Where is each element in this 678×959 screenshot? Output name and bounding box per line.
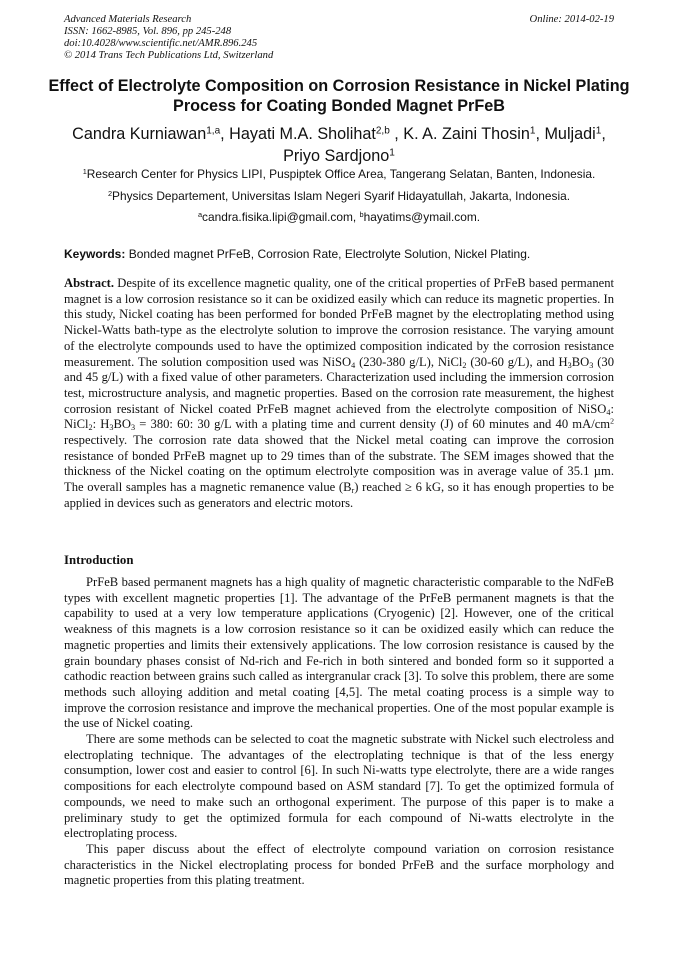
affiliation-text: Physics Departement, Universitas Islam Negeri Syarif Hidayatullah, Jakarta, Indonesia.	[112, 189, 571, 203]
subscript: 2	[88, 423, 93, 433]
email-mark: b	[359, 209, 364, 219]
journal-name: Advanced Materials Research	[64, 14, 192, 25]
intro-paragraph: PrFeB based permanent magnets has a high quality of magnetic characteristic comparable to the NdFeB types with excellent magnetic properties [1]. The advantage of the PrFeB permanent magnets is that the capability to used at a very low temperature applications (Cryogenic) [2]. However, one of the critical weakness of this magnets is a low corrosion resistance so it can be oxidized easily which can reduce the magnetic properties and limits their extensively applications. The low corrosion resistance is caused by the grain boundary phases consist of Nd-rich and Fe-rich in both sintered and bonded form so it supported a cathodic reaction between grains such called as intergranular crack [3]. To solve this problem, there are some methods such alloying addition and metal coating [4,5]. The metal coating process is a simple way to improve the corrosion resistance and improve the mechanical properties. One of the most popular example is the use of Nickel coating.	[64, 575, 614, 731]
author: Priyo Sardjono	[283, 147, 390, 165]
author-affiliation-mark: 1	[529, 125, 536, 137]
subscript: 4	[606, 407, 611, 417]
author: K. A. Zaini Thosin	[403, 125, 530, 143]
subscript: 2	[462, 360, 467, 370]
superscript: 2	[610, 417, 614, 427]
abstract-text: : H	[92, 417, 110, 432]
author: Muljadi	[544, 125, 596, 143]
author-affiliation-mark: 2,b	[375, 125, 390, 137]
abstract-text: ) reached ≥ 6 kG, so it has enough properties to be applied in devices such as generators and electric motors.	[64, 480, 614, 510]
intro-paragraph: This paper discuss about the effect of electrolyte compound variation on corrosion resistance characteristics in the Nickel electroplating process for bonded PrFeB and the surface morphology and magnetic properties from this plating treatment.	[64, 841, 614, 888]
doi-line[interactable]: doi:10.4028/www.scientific.net/AMR.896.245	[64, 38, 258, 49]
journal-header	[64, 14, 273, 62]
author: Hayati M.A. Sholihat	[229, 125, 376, 143]
author-affiliation-mark: 1,a	[206, 125, 221, 137]
author-affiliation-mark: 1	[595, 125, 602, 137]
affiliation-2	[40, 189, 638, 203]
subscript: 3	[589, 360, 594, 370]
section-heading-introduction: Introduction	[64, 553, 134, 567]
abstract-text: = 380: 60: 30 g/L with a plating time and current density (J) of 60 minutes and 40 mA/cm	[135, 417, 611, 432]
abstract-label: Abstract.	[64, 276, 115, 290]
keywords-label: Keywords:	[64, 247, 126, 261]
paper-title: Effect of Electrolyte Composition on Corrosion Resistance in Nickel Plating Process for Coating Bonded Magnet PrFeB	[48, 77, 630, 115]
abstract-text: BO	[113, 417, 131, 432]
abstract-text: (230-380 g/L), NiCl	[355, 354, 463, 369]
abstract-text: (30 and 45 g/L) with a fixed value of other parameters. Characterization used including the immersion corrosion test, microstructure analysis, and magnetic properties. Based on the corrosion rate measurement, the highest corrosion resistant of Nickel coated PrFeB magnet achieved from the electrolyte composition of NiSO	[64, 354, 614, 416]
copyright-line: © 2014 Trans Tech Publications Ltd, Switzerland	[64, 50, 274, 61]
email-mark: a	[197, 209, 203, 219]
affiliation-text: Research Center for Physics LIPI, Puspiptek Office Area, Tangerang Selatan, Banten, Indonesia.	[86, 167, 596, 181]
abstract-text: Despite of its excellence magnetic quality, one of the critical properties of PrFeB based permanent magnet is a low corrosion resistance so it can be oxidized easily which can reduce its magnetic properties. In this study, Nickel coating has been performed for bonded PrFeB magnet by the electroplating method using Nickel-Watts bath-type as the electrolyte solution to improve the corrosion resistance. The varying amount of the electrolyte compounds used to have the optimized composition indicated by the corrosion resistance measurement. The solution composition used was NiSO	[64, 276, 614, 369]
introduction-body	[64, 575, 614, 889]
keywords-text: Bonded magnet PrFeB, Corrosion Rate, Electrolyte Solution, Nickel Plating.	[128, 247, 531, 261]
abstract-text: respectively. The corrosion rate data showed that the Nickel metal coating can improve the corrosion resistance of bonded PrFeB magnet up to 29 times than of the substrate. The SEM images showed that the thickness of the Nickel coating on the optimum electrolyte composition was in average value of 35.1 µm. The overall samples has a magnetic remanence value (B	[64, 433, 614, 495]
email-link[interactable]: hayatims@ymail.com.	[363, 210, 481, 224]
author-emails	[40, 210, 638, 224]
intro-paragraph: There are some methods can be selected to coat the magnetic substrate with Nickel such electroless and electroplating technique. The advantages of the electroplating technique is that of the less energy consumption, lower cost and easier to control [6]. In such Ni-watts type electrolyte, there are a wide ranges compositions for each electrolyte compound based on ASM standard [7]. To get the optimized formula of compounds, we need to make such an orthogonal experiment. The purpose of this paper is to make a preliminary study to get the optimized formula for each compound of Ni-watts electrolyte in the electroplating process.	[64, 732, 614, 841]
subscript: r	[351, 486, 355, 496]
abstract	[64, 276, 614, 512]
online-date: Online: 2014-02-19	[529, 14, 614, 25]
author: Candra Kurniawan	[72, 125, 207, 143]
affiliation-mark: 2	[107, 188, 113, 198]
abstract-paragraph	[64, 276, 614, 512]
abstract-text: BO	[571, 354, 590, 369]
issn-line: ISSN: 1662-8985, Vol. 896, pp 245-248	[64, 26, 232, 37]
abstract-text: : NiCl	[64, 401, 614, 432]
author-list: Candra Kurniawan$^{1,a}$, Hayati M.A. Sholihat$^{2,b}$ , K. A. Zaini Thosin$^1$, Muljadi$^1$, Priyo Sardjono$^1$	[72, 125, 606, 165]
subscript: 3	[109, 423, 114, 433]
author-affiliation-mark: 1	[389, 147, 395, 159]
keywords	[64, 247, 530, 262]
affiliation-1	[40, 167, 638, 181]
subscript: 3	[130, 423, 136, 433]
abstract-text: (30-60 g/L), and H	[466, 354, 568, 369]
subscript: 4	[351, 360, 356, 370]
email-link[interactable]: candra.fisika.lipi@gmail.com,	[202, 210, 357, 224]
subscript: 3	[567, 360, 572, 370]
affiliation-mark: 1	[82, 166, 87, 176]
